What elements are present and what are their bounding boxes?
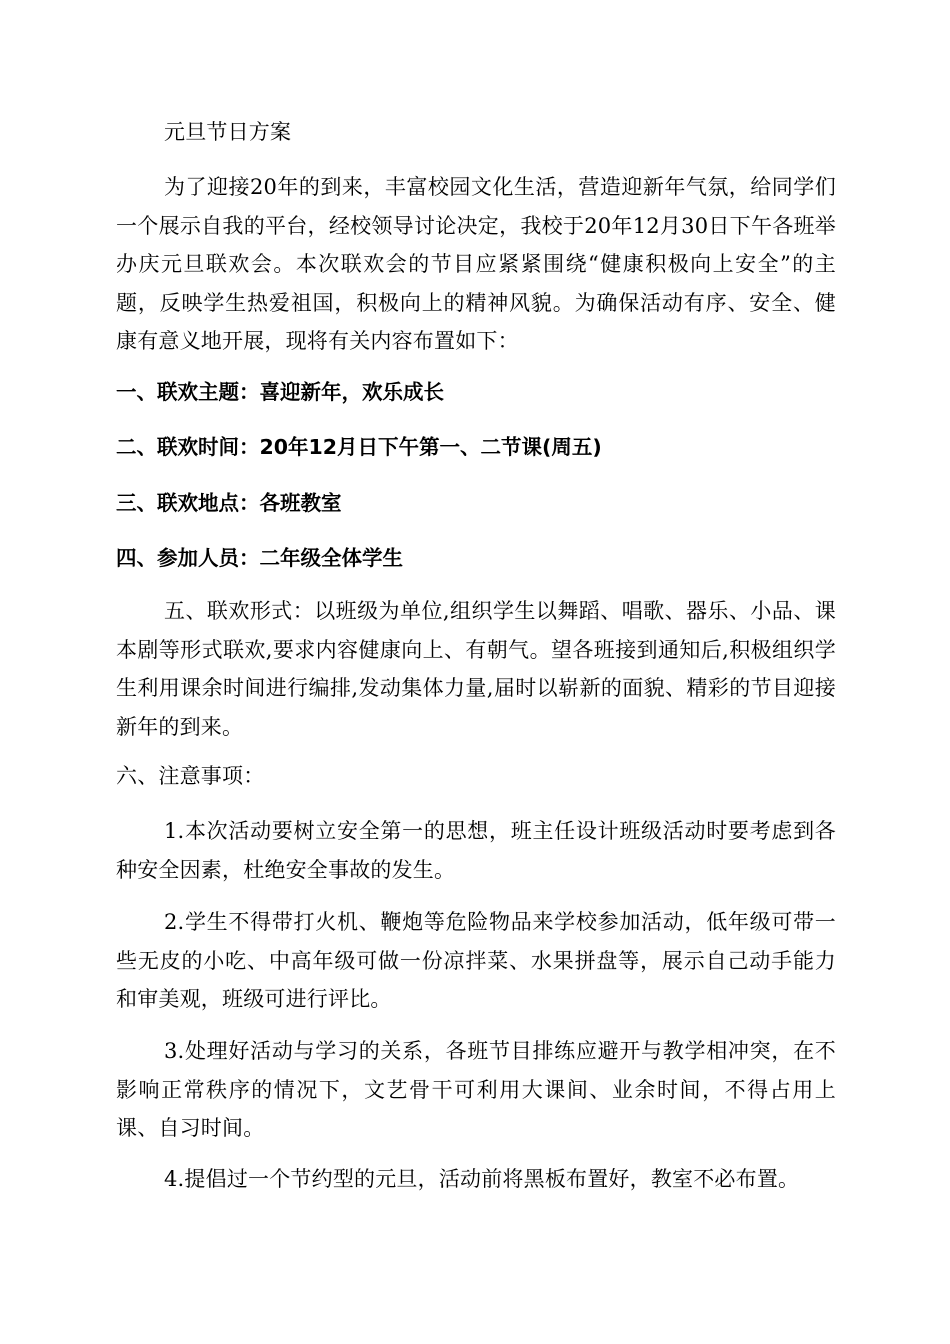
note-item-1: 1.本次活动要树立安全第一的思想，班主任设计班级活动时要考虑到各种安全因素，杜绝安全事故的发生。 xyxy=(116,819,836,882)
intro-paragraph: 为了迎接20年的到来，丰富校园文化生活，营造迎新年气氛，给同学们一个展示自我的平台，经校领导讨论决定，我校于20年12月30日下午各班举办庆元旦联欢会。本次联欢会的节目应紧紧围绕“健康积极向上安全”的主题，反映学生热爱祖国，积极向上的精神风貌。为确保活动有序、安全、健康有意义地开展，现将有关内容布置如下： xyxy=(116,175,836,353)
notes-heading: 六、注意事项： xyxy=(116,764,265,788)
document-title: 元旦节日方案 xyxy=(164,120,292,144)
note-item-3: 3.处理好活动与学习的关系，各班节目排练应避开与教学相冲突，在不影响正常秩序的情况下，文艺骨干可利用大课间、业余时间，不得占用上课、自习时间。 xyxy=(116,1039,836,1140)
heading-participants: 四、参加人员：二年级全体学生 xyxy=(116,546,403,570)
heading-time: 二、联欢时间：20年12月日下午第一、二节课(周五) xyxy=(116,435,602,459)
form-paragraph: 五、联欢形式：以班级为单位,组织学生以舞蹈、唱歌、器乐、小品、课本剧等形式联欢,要求内容健康向上、有朝气。望各班接到通知后,积极组织学生利用课余时间进行编排,发动集体力量,届时以崭新的面貌、精彩的节目迎接新年的到来。 xyxy=(116,599,836,739)
note-item-4: 4.提倡过一个节约型的元旦，活动前将黑板布置好，教室不必布置。 xyxy=(164,1167,800,1191)
heading-location: 三、联欢地点：各班教室 xyxy=(116,491,342,515)
note-item-2: 2.学生不得带打火机、鞭炮等危险物品来学校参加活动，低年级可带一些无皮的小吃、中高年级可做一份凉拌菜、水果拼盘等，展示自己动手能力和审美观，班级可进行评比。 xyxy=(116,910,836,1011)
heading-theme: 一、联欢主题：喜迎新年，欢乐成长 xyxy=(116,380,444,404)
